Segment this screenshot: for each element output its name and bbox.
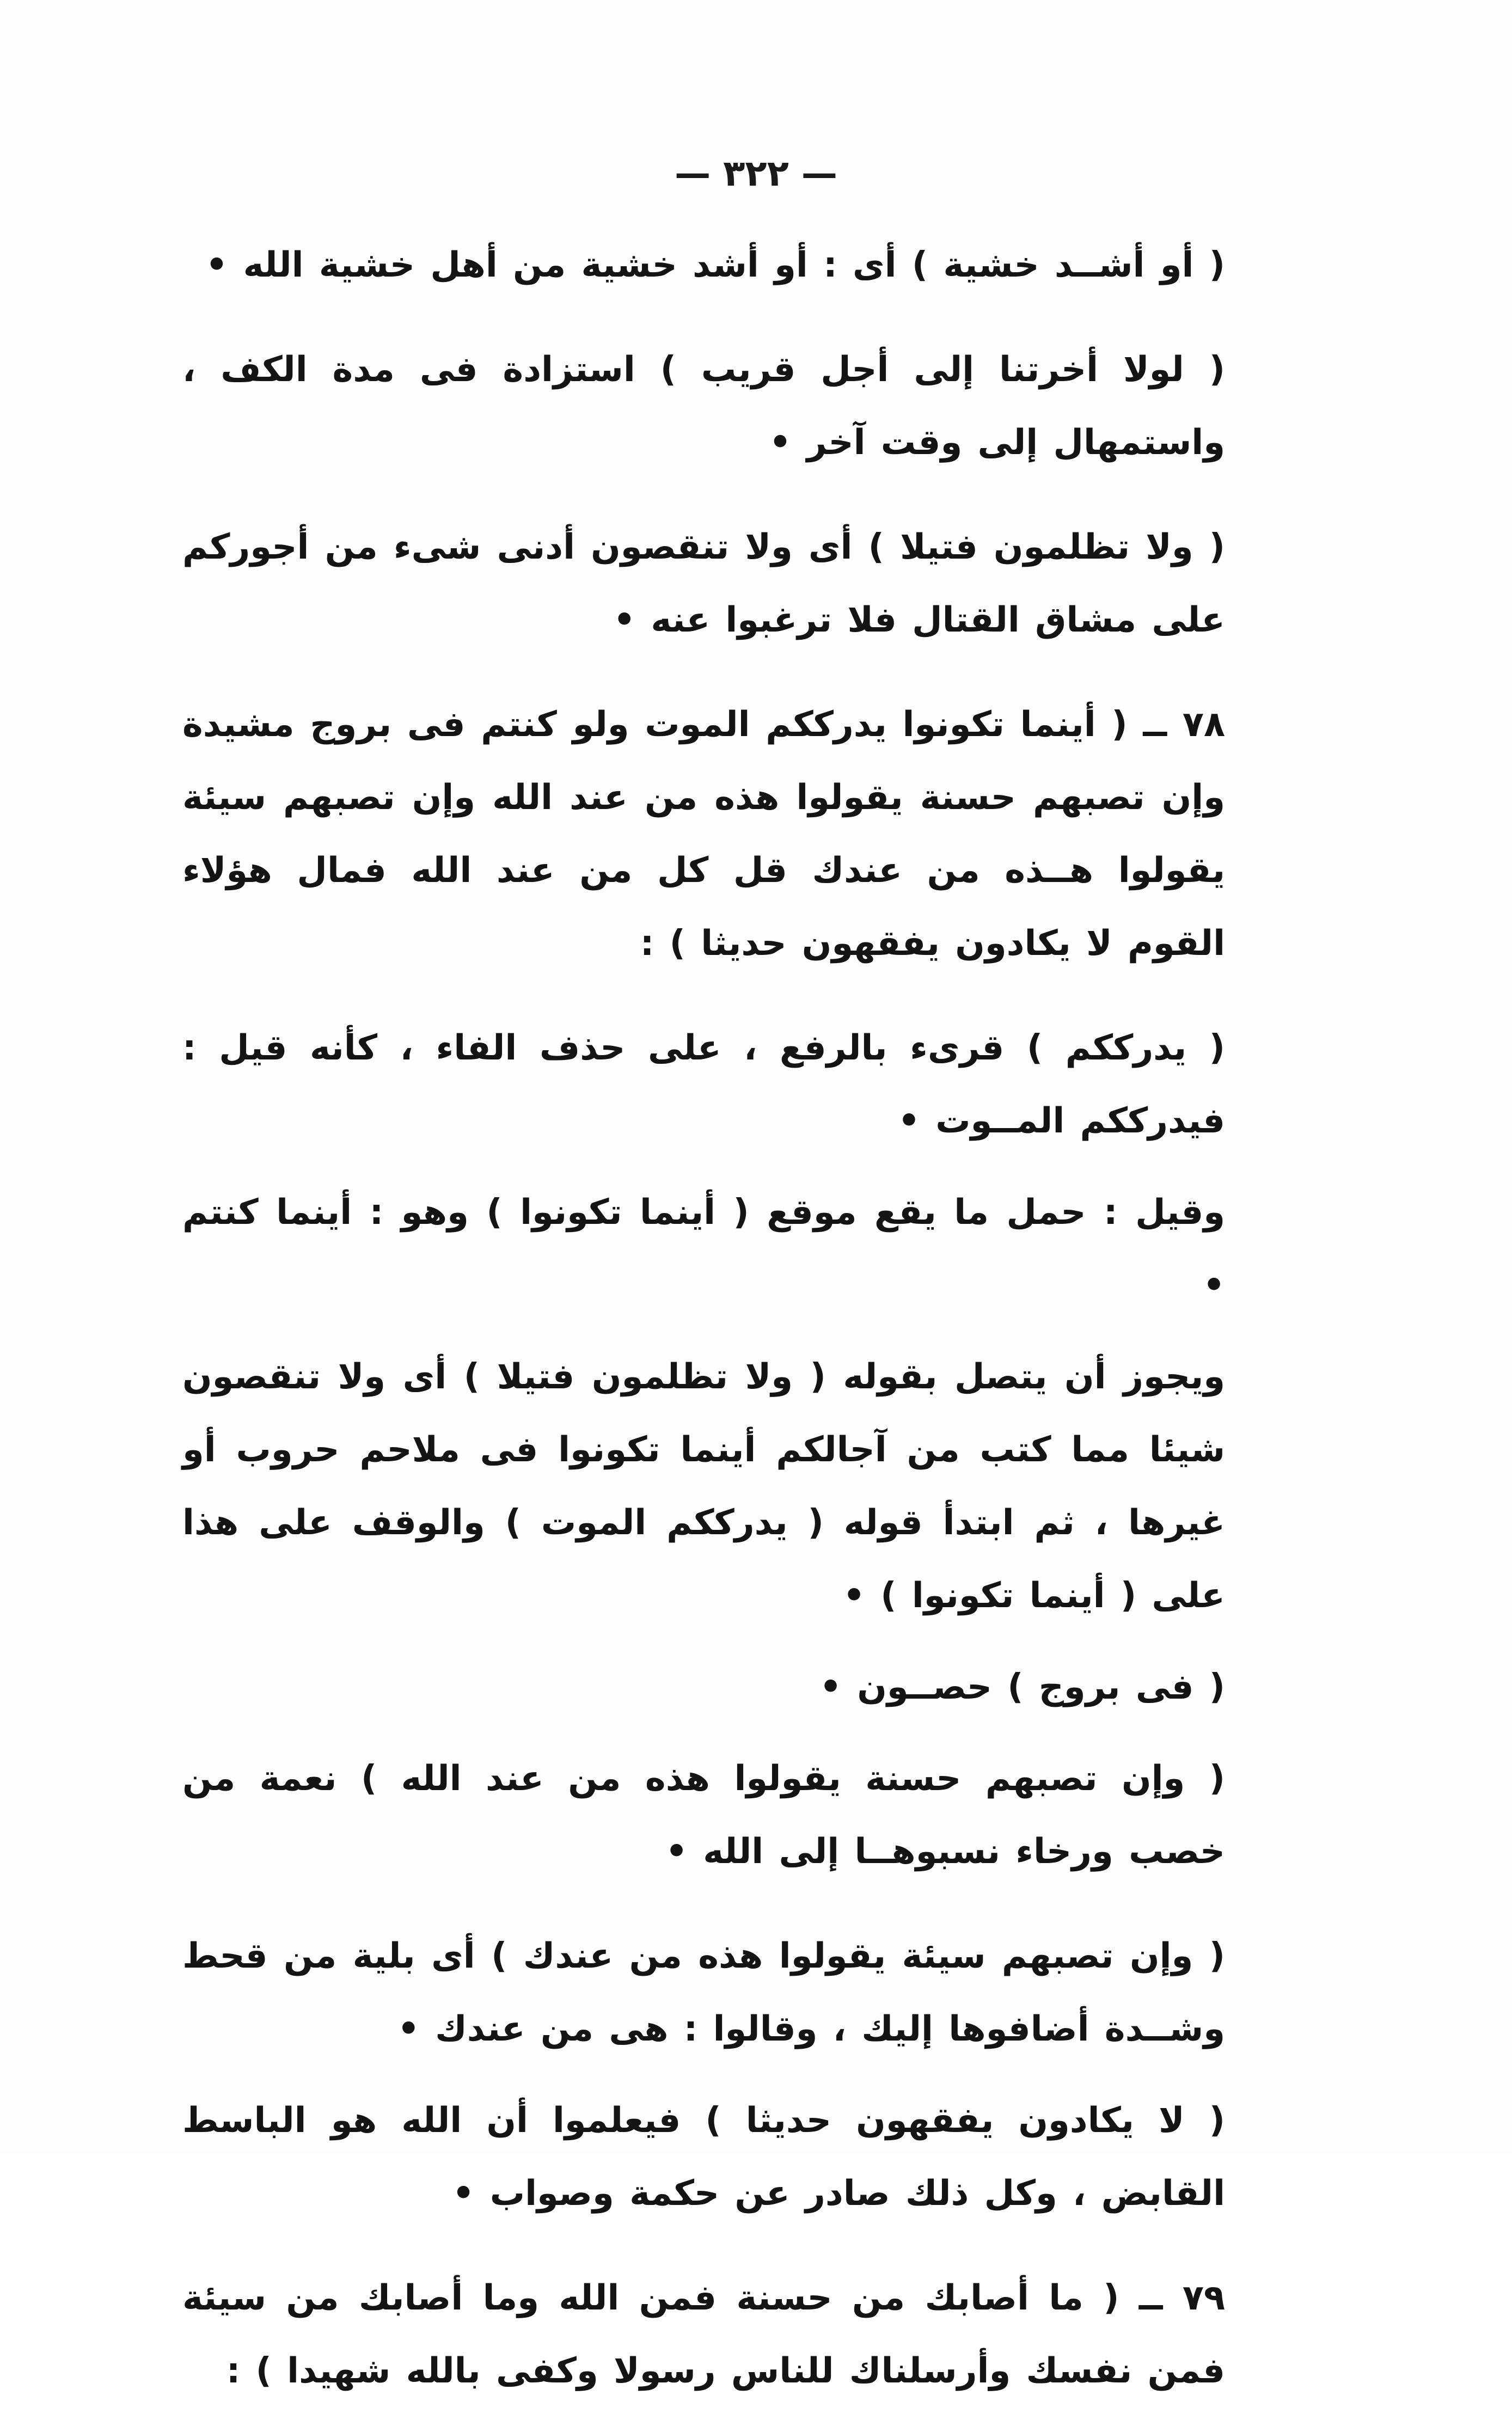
paragraph-11: ( لا يكادون يفقهون حديثا ) فيعلموا أن الله هو الباسط القابض ، وكل ذلك صادر عن حكمة وصواب • [182, 2100, 1225, 2214]
paragraph-6: وقيل : حمل ما يقع موقع ( أينما تكونوا ) وهو : أينما كنتم • [182, 1192, 1225, 1306]
paragraph-1: ( أو أشــد خشية ) أى : أو أشد خشية من أهل خشية الله • [205, 245, 1225, 285]
paragraph-8: ( فى بروج ) حصــون • [819, 1667, 1225, 1707]
paragraph-2: ( لولا أخرتنا إلى أجل قريب ) استزادة فى مدة الكف ، واستمهال إلى وقت آخر • [182, 350, 1225, 463]
paragraph-9: ( وإن تصبهم حسنة يقولوا هذه من عند الله ) نعمة من خصب ورخاء نسبوهــا إلى الله • [182, 1759, 1225, 1872]
paragraph-4: ٧٨ ــ ( أينما تكونوا يدرككم الموت ولو كنتم فى بروج مشيدة وإن تصبهم حسنة يقولوا هذه من عند الله وإن تصبهم سيئة يقولوا هــذه من عندك قل كل من عند الله فمال هؤلاء القوم لا يكادون يفقهون حديثا ) : [182, 704, 1225, 964]
body-text [182, 229, 1225, 2426]
paragraph-10: ( وإن تصبهم سيئة يقولوا هذه من عندك ) أى بلية من قحط وشــدة أضافوها إليك ، وقالوا : هى من عندك • [182, 1936, 1225, 2049]
paragraph-12: ٧٩ ــ ( ما أصابك من حسنة فمن الله وما أصابك من سيئة فمن نفسك وأرسلناك للناس رسولا وكفى بالله شهيدا ) : [182, 2278, 1225, 2391]
page-number: — ٣٢٢ — [675, 152, 837, 194]
paragraph-5: ( يدرككم ) قرىء بالرفع ، على حذف الفاء ، كأنه قيل : فيدرككم المــوت • [182, 1028, 1225, 1141]
paragraph-7: ويجوز أن يتصل بقوله ( ولا تظلمون فتيلا ) أى ولا تنقصون شيئا مما كتب من آجالكم أينما تكونوا فى ملاحم حروب أو غيرها ، ثم ابتدأ قوله ( يدرككم الموت ) والوقف على هذا على ( أينما تكونوا ) • [182, 1357, 1225, 1616]
paragraph-3: ( ولا تظلمون فتيلا ) أى ولا تنقصون أدنى شىء من أجوركم على مشاق القتال فلا ترغبوا عنه • [182, 527, 1225, 640]
